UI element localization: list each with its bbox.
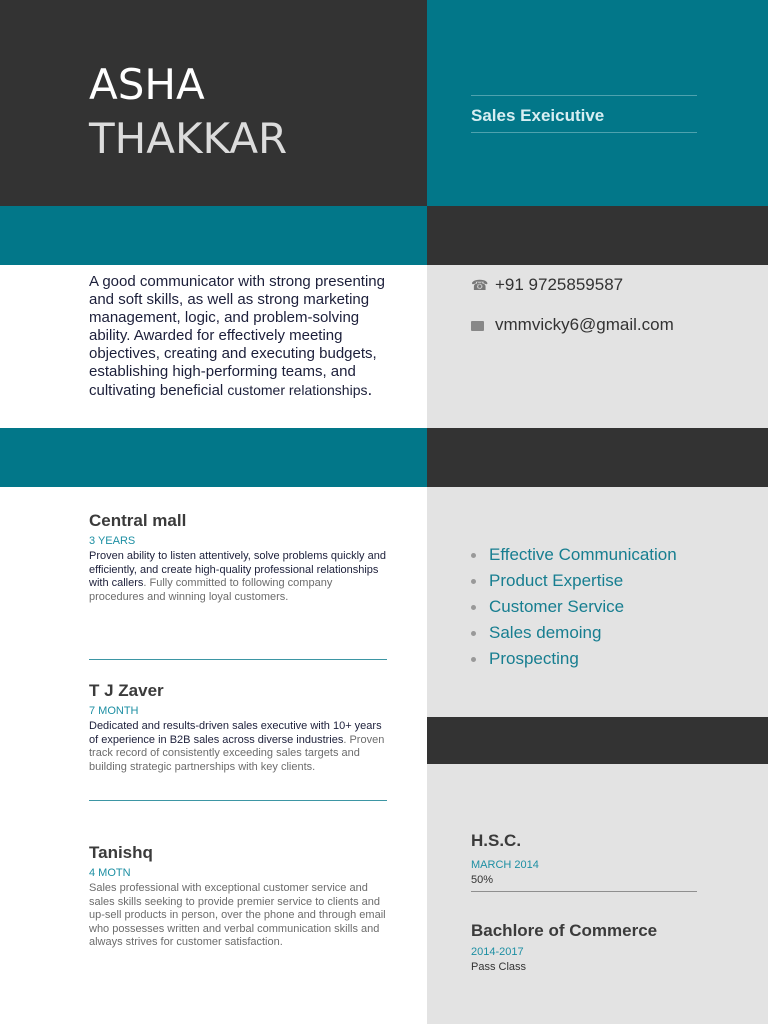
job-duration: 4 MOTN: [89, 867, 131, 879]
contact-email: [471, 315, 674, 335]
section-band-right-1: [427, 206, 768, 265]
job-description: [89, 550, 387, 604]
company-name: Central mall: [89, 511, 187, 530]
education-divider: [471, 891, 697, 892]
job-description-rest: . Proven track record of consistently exceeding sales targets and building strategic partnerships with key clients.: [89, 733, 385, 773]
email-address[interactable]: vmmvicky6@gmail.com: [495, 315, 674, 334]
summary-text: [89, 273, 389, 400]
section-band-right-3: [427, 717, 768, 764]
job-description-rest: . Fully committed to following company procedures and winning loyal customers.: [89, 577, 333, 603]
education-degree: Bachlore of Commerce: [471, 921, 658, 940]
job-title: Sales Exeicutive: [471, 106, 605, 125]
job-description-highlight: Dedicated and results-driven sales executive with 10+ years of experience in B2B sales across diverse industries: [89, 720, 382, 746]
skill-item: Product Expertise: [471, 568, 677, 594]
first-name: ASHA: [89, 60, 205, 109]
experience-divider: [89, 800, 387, 801]
experience-divider: [89, 659, 387, 660]
education-result: Pass Class: [471, 961, 527, 973]
phone-number[interactable]: +91 9725859587: [495, 275, 624, 294]
job-title-box: [471, 95, 697, 133]
skill-item: Customer Service: [471, 594, 677, 620]
job-description-rest: Sales professional with exceptional customer service and sales skills seeking to provide premier service to clients and up-sell products in person, over the phone and through email who possesses written and verbal communication skills and always strives for customer satisfaction.: [89, 882, 386, 948]
education-item: [471, 831, 697, 886]
experience-item: [89, 511, 387, 604]
skills-list: [471, 542, 677, 672]
job-duration: 3 YEARS: [89, 535, 136, 547]
last-name: THAKKAR: [89, 114, 288, 163]
experience-item: [89, 681, 387, 774]
education-degree: H.S.C.: [471, 831, 522, 850]
company-name: T J Zaver: [89, 681, 164, 700]
contact-phone: [471, 275, 623, 295]
phone-icon: ☎: [471, 277, 489, 293]
education-date: MARCH 2014: [471, 859, 539, 871]
company-name: Tanishq: [89, 843, 153, 862]
summary-end: .: [367, 380, 373, 399]
skill-item: Prospecting: [471, 646, 677, 672]
skill-item: Sales demoing: [471, 620, 677, 646]
skill-item: Effective Communication: [471, 542, 677, 568]
job-duration: 7 MONTH: [89, 705, 139, 717]
candidate-name: [89, 58, 287, 166]
summary-lead: A good communicator with strong presenting and soft skills, as well as strong marketing management, logic, and problem-solving ability. Awarded for effectively meeting objectives, creating and executing budgets, establishing high-performing teams, and cultivating beneficial: [89, 273, 385, 399]
experience-item: [89, 843, 387, 950]
section-band-left-2: [0, 428, 427, 487]
education-result: 50%: [471, 874, 494, 886]
job-description: [89, 720, 387, 774]
job-description: [89, 882, 387, 950]
email-icon: [471, 317, 489, 333]
job-description-highlight: Proven ability to listen attentively, solve problems quickly and efficiently, and create high-quality professional relationships with callers: [89, 550, 386, 589]
education-panel: [427, 764, 768, 1024]
section-band-right-2: [427, 428, 768, 487]
section-band-left-1: [0, 206, 427, 265]
summary-tail: customer relationships: [227, 382, 368, 398]
education-date: 2014-2017: [471, 946, 524, 958]
education-item: [471, 921, 697, 973]
